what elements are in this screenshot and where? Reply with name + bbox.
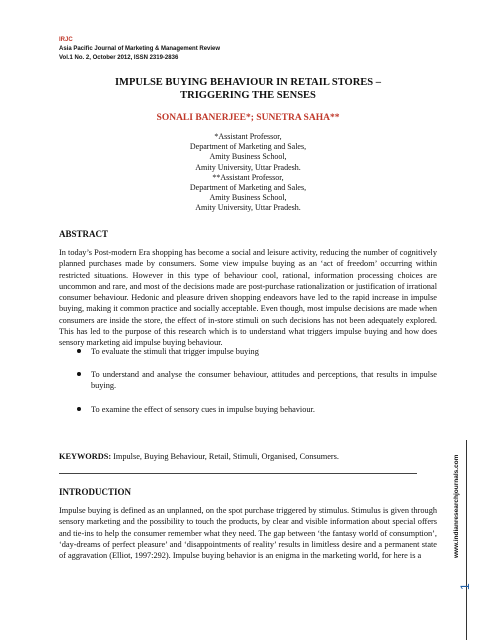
bullet-text: To examine the effect of sensory cues in impulse buying behaviour.	[91, 404, 315, 414]
bullet-icon	[77, 349, 81, 353]
affiliation-line: Department of Marketing and Sales,	[189, 183, 307, 193]
journal-name: Asia Pacific Journal of Marketing & Management Review	[59, 46, 221, 52]
affiliation-line: *Assistant Professor,	[214, 132, 282, 141]
title-line-1: IMPULSE BUYING BEHAVIOUR IN RETAIL STORES –	[114, 77, 382, 88]
affiliations	[62, 132, 434, 214]
abstract-text: In today’s Post-modern Era shopping has become a social and leisure activity, reducing the number of cognitively planned purchases made by consumers. Some view impulse buying as an ‘act of freedom’ occurring within restricted situations. However in this type of behaviour cool, rational, information processing choices are uncommon and rare, and most of the decisions made are post-purchase rationalization or justification of irrational consumer behaviour. Hedonic and pleasure driven shopping endeavors have led to the rapid increase in impulse buying, making it common practice and socially acceptable. Even though, most impulse decisions are made when consumers are inside the store, the effect of in-store stimuli on such decisions has not been adequately explored. This has led to the purpose of this research which is to understand what triggers impulse buying and how does sensory marketing aid impulse buying behaviour.	[59, 248, 437, 348]
affiliation-line: Amity Business School,	[209, 152, 287, 162]
abstract-heading: ABSTRACT	[59, 229, 109, 239]
affiliation-line: Department of Marketing and Sales,	[189, 142, 307, 152]
list-item	[59, 346, 437, 357]
bullet-text: To evaluate the stimuli that trigger impulse buying	[91, 347, 259, 356]
keywords-label: KEYWORDS:	[59, 452, 112, 461]
objectives-list	[59, 346, 437, 427]
journal-brand: IRJC	[59, 37, 73, 43]
journal-volume: Vol.1 No. 2, October 2012, ISSN 2319-2836	[59, 55, 179, 61]
page-number: 1	[458, 583, 472, 590]
journal-header	[59, 36, 220, 63]
bullet-icon	[77, 372, 81, 376]
introduction-heading: INTRODUCTION	[59, 487, 132, 497]
list-item	[59, 369, 437, 391]
list-item	[59, 404, 437, 415]
paper-title	[62, 76, 434, 102]
section-divider	[59, 473, 417, 474]
journal-url: www.indianresearchjournals.com	[453, 454, 460, 558]
affiliation-line: Amity Business School,	[209, 193, 287, 203]
keywords	[59, 452, 437, 461]
affiliation-line: Amity University, Uttar Pradesh.	[195, 162, 301, 172]
bullet-text: To understand and analyse the consumer behaviour, attitudes and perceptions, that results in impulse buying.	[91, 370, 437, 391]
affiliation-line: **Assistant Professor,	[212, 172, 284, 182]
keywords-text: Impulse, Buying Behaviour, Retail, Stimuli, Organised, Consumers.	[113, 452, 339, 461]
authors: SONALI BANERJEE*; SUNETRA SAHA**	[156, 113, 340, 123]
affiliation-line: Amity University, Uttar Pradesh.	[195, 203, 301, 213]
introduction-text: Impulse buying is defined as an unplanned, on the spot purchase triggered by stimulus. Stimulus is given through sensory marketing and the possibility to touch the products, by clear and visible information about special offers and tie-ins to help the consumer remember what they need. The gap between ‘the fantasy world of consumption’, ‘day-dreams of perfect pleasure’ and ‘disappointments of reality’ results in limitless desire and a permanent state of aggravation (Elliot, 1997:292). Impulse buying behavior is an enigma in the marketing world, for here is a	[59, 506, 437, 561]
margin-rule	[466, 440, 467, 640]
title-line-2: TRIGGERING THE SENSES	[180, 90, 316, 101]
bullet-icon	[77, 407, 81, 411]
